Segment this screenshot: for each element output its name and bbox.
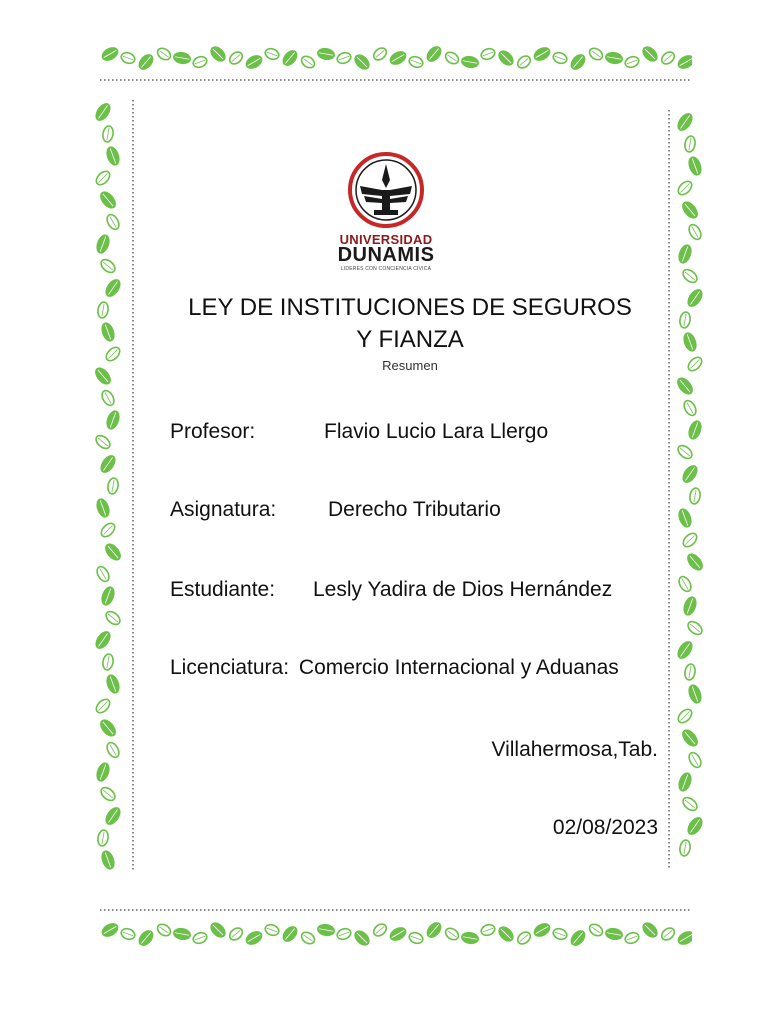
bottom-leaf-border [100,904,692,958]
title-line-1: LEY DE INSTITUCIONES DE SEGUROS [188,294,632,321]
leaf-border-svg [100,904,692,958]
profesor-value: Flavio Lucio Lara Llergo [324,420,549,443]
asignatura-row [170,498,501,522]
place-text: Villahermosa,Tab. [491,738,658,761]
leaf-border-svg [88,100,138,870]
estudiante-row [170,578,613,602]
leaf-icon [675,52,692,71]
left-leaf-border [88,100,138,870]
university-logo [332,150,440,274]
estudiante-label: Estudiante: [170,578,276,601]
profesor-row [170,420,549,444]
licenciatura-row [170,656,619,680]
estudiante-value: Lesly Yadira de Dios Hernández [313,578,613,601]
date-text: 02/08/2023 [552,816,658,839]
licenciatura-value: Comercio Internacional y Aduanas [298,656,619,679]
logo-name: DUNAMIS [337,244,435,266]
title-line-2: Y FIANZA [356,326,464,353]
asignatura-value: Derecho Tributario [328,498,501,521]
document-title [150,292,670,356]
top-leaf-border [100,38,692,86]
logo-university-label: UNIVERSIDAD [339,232,433,247]
leaf-border-svg [664,110,714,870]
licenciatura-label: Licenciatura: [170,656,290,679]
asignatura-label: Asignatura: [170,498,277,521]
profesor-label: Profesor: [170,420,256,443]
logo-emblem-icon [332,150,440,232]
leaf-border-svg [100,38,692,86]
right-leaf-border [664,110,714,870]
leaf-icon [675,928,692,947]
document-subtitle: Resumen [382,358,438,373]
logo-motto: LIDERES CON CONCIENCIA CIVICA [340,266,432,272]
